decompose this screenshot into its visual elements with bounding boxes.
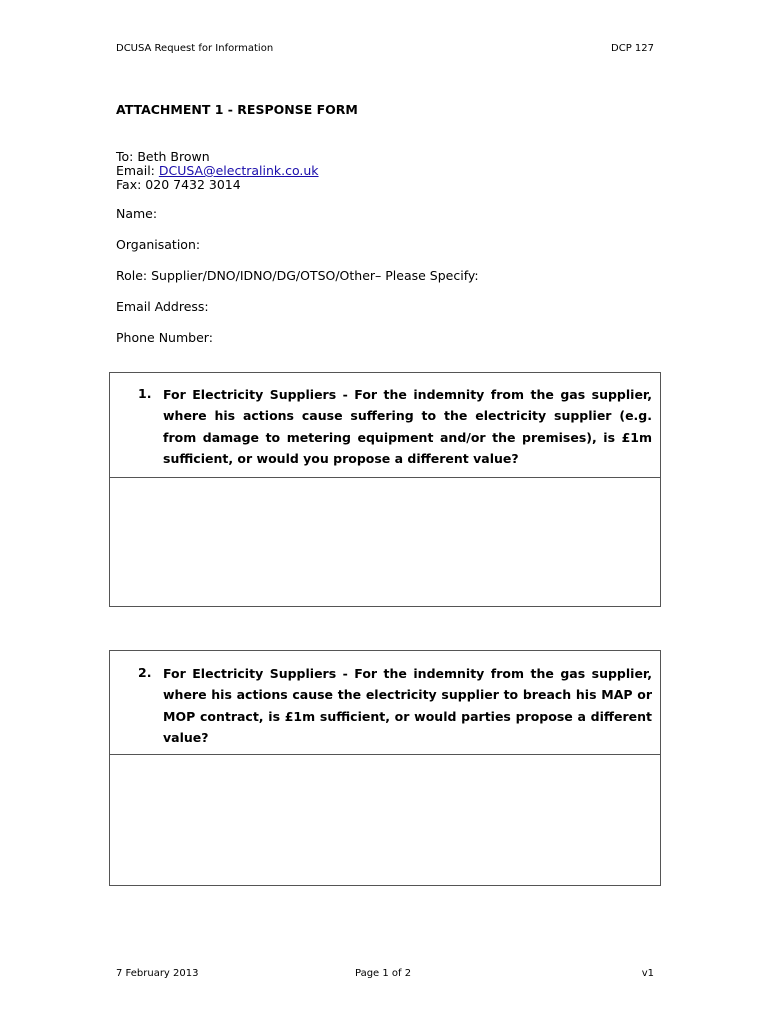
- answer-area-1[interactable]: [110, 478, 660, 606]
- question-number-1: 1.: [138, 386, 152, 401]
- question-number-2: 2.: [138, 665, 152, 680]
- role-label: Role: Supplier/DNO/IDNO/DG/OTSO/Other– Please Specify:: [116, 268, 479, 283]
- contact-fax: Fax: 020 7432 3014: [116, 177, 241, 192]
- email-address-label: Email Address:: [116, 299, 209, 314]
- phone-number-label: Phone Number:: [116, 330, 213, 345]
- question-header-1: [110, 373, 660, 478]
- header-left: DCUSA Request for Information: [116, 43, 274, 54]
- footer-version: v1: [641, 968, 654, 979]
- question-box-1: [109, 372, 661, 607]
- question-box-2: [109, 650, 661, 886]
- name-label: Name:: [116, 206, 158, 221]
- contact-to: To: Beth Brown: [116, 149, 210, 164]
- question-text-1: For Electricity Suppliers - For the indemnity from the gas supplier, where his actions cause suffering to the electricity supplier (e.g. from damage to metering equipment and/or the premises), is £1m sufficient, or would you propose a different value?: [163, 387, 652, 467]
- question-text-2: For Electricity Suppliers - For the indemnity from the gas supplier, where his actions cause the electricity supplier to breach his MAP or MOP contract, is £1m sufficient, or would parties propose a different value?: [163, 666, 652, 746]
- header-right: DCP 127: [611, 43, 654, 54]
- contact-email: [116, 163, 319, 178]
- page-title: ATTACHMENT 1 - RESPONSE FORM: [116, 102, 358, 117]
- answer-area-2[interactable]: [110, 755, 660, 885]
- footer-date: 7 February 2013: [116, 968, 199, 979]
- organisation-label: Organisation:: [116, 237, 201, 252]
- email-link[interactable]: DCUSA@electralink.co.uk: [158, 163, 319, 178]
- question-header-2: [110, 651, 660, 755]
- footer-page-number: Page 1 of 2: [355, 968, 412, 979]
- contact-email-label: Email:: [116, 163, 159, 178]
